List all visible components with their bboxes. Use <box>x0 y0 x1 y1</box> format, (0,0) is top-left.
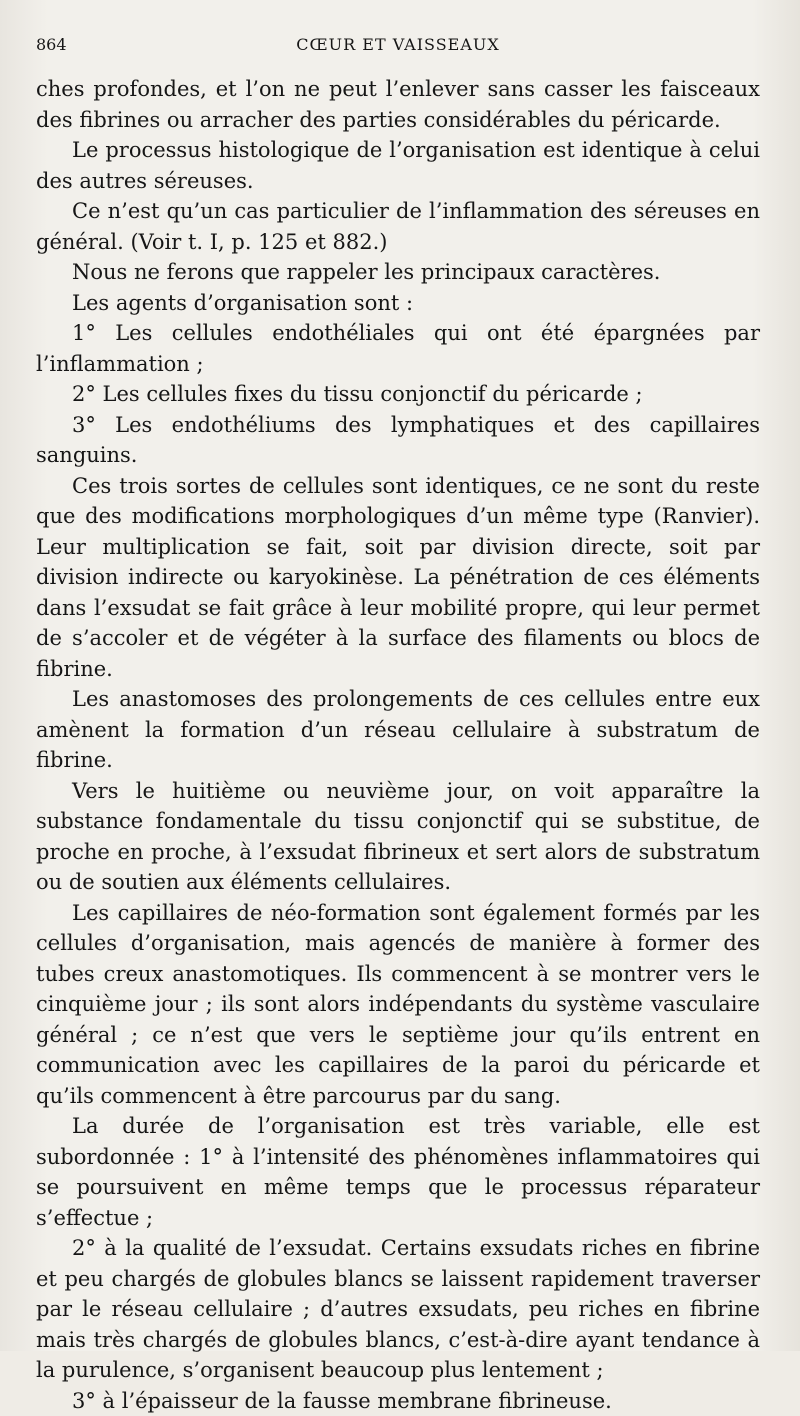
paragraph: La durée de l’organisation est très variable, elle est subordonnée : 1° à l’intensité des phénomènes inflammatoires qui se poursuivent en même temps que le processus réparateur s’effectue ; <box>36 1111 760 1233</box>
running-title: CŒUR ET VAISSEAUX <box>36 34 760 56</box>
list-item: 3° Les endothéliums des lymphatiques et des capillaires sanguins. <box>36 410 760 471</box>
paragraph: Le processus histologique de l’organisation est identique à celui des autres séreuses. <box>36 135 760 196</box>
list-item: 3° à l’épaisseur de la fausse membrane fibrineuse. <box>36 1386 760 1416</box>
list-item: 2° Les cellules fixes du tissu conjonctif du péricarde ; <box>36 379 760 410</box>
paragraph: Les agents d’organisation sont : <box>36 288 760 319</box>
paragraph: Vers le huitième ou neuvième jour, on voit apparaître la substance fondamentale du tissu conjonctif qui se substitue, de proche en proche, à l’exsudat fibrineux et sert alors de substratum ou de soutien aux éléments cellulaires. <box>36 776 760 898</box>
paragraph: Les capillaires de néo-formation sont également formés par les cellules d’organisation, mais agencés de manière à former des tubes creux anastomotiques. Ils commencent à se montrer vers le cinquième jour ; ils sont alors indépendants du système vasculaire général ; ce n’est que vers le septième jour qu’ils entrent en communication avec les capillaires de la paroi du péricarde et qu’ils commencent à être parcourus par du sang. <box>36 898 760 1112</box>
paragraph: Nous ne ferons que rappeler les principaux caractères. <box>36 257 760 288</box>
paragraph: Les anastomoses des prolongements de ces cellules entre eux amènent la formation d’un réseau cellulaire à substratum de fibrine. <box>36 684 760 776</box>
page-number: 864 <box>36 34 67 56</box>
running-head <box>36 34 760 56</box>
text-body <box>36 74 760 1416</box>
paragraph: Ce n’est qu’un cas particulier de l’inflammation des séreuses en général. (Voir t. I, p. 125 et 882.) <box>36 196 760 257</box>
paragraph: Ces trois sortes de cellules sont identiques, ce ne sont du reste que des modifications morphologiques d’un même type (Ranvier). Leur multiplication se fait, soit par division directe, soit par division indirecte ou karyokinèse. La pénétration de ces éléments dans l’exsudat se fait grâce à leur mobilité propre, qui leur permet de s’accoler et de végéter à la surface des filaments ou blocs de fibrine. <box>36 471 760 685</box>
list-item: 2° à la qualité de l’exsudat. Certains exsudats riches en fibrine et peu chargés de globules blancs se laissent rapidement traverser par le réseau cellulaire ; d’autres exsudats, peu riches en fibrine mais très chargés de globules blancs, c’est-à-dire ayant tendance à la purulence, s’organisent beaucoup plus lentement ; <box>36 1233 760 1386</box>
list-item: 1° Les cellules endothéliales qui ont été épargnées par l’inflammation ; <box>36 318 760 379</box>
paragraph-continuation: ches profondes, et l’on ne peut l’enlever sans casser les faisceaux des fibrines ou arracher des parties considérables du péricarde. <box>36 74 760 135</box>
